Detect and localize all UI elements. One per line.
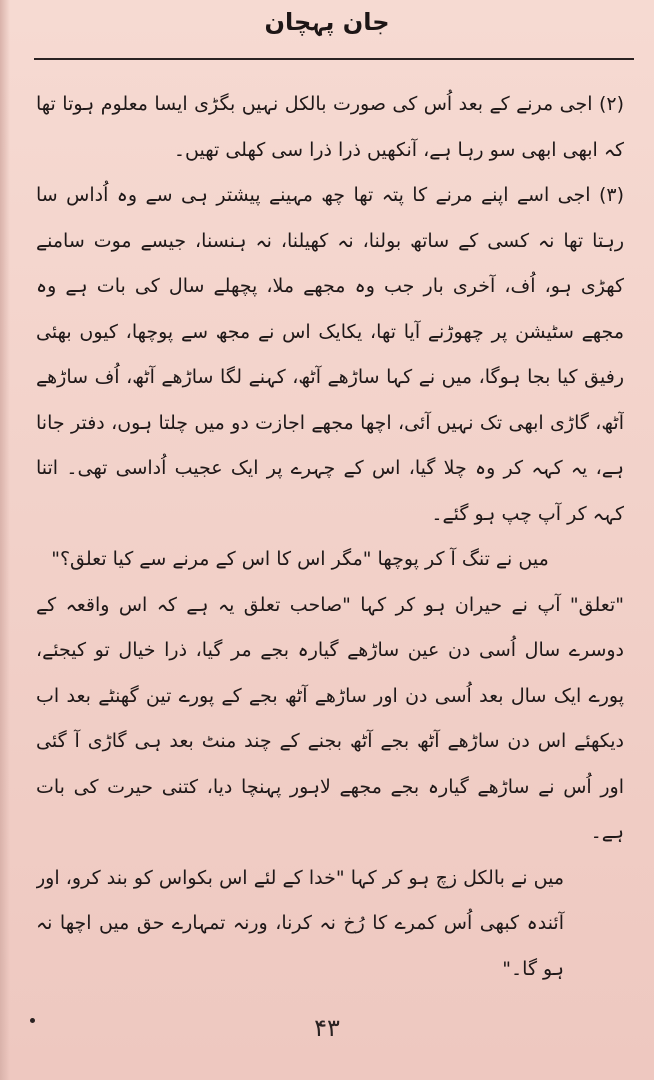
paragraph-question: میں نے تنگ آ کر پوچھا "مگر اس کا اس کے مرنے سے کیا تعلق؟" — [51, 548, 549, 570]
paragraph-relation: "تعلق" آپ نے حیران ہو کر کہا "صاحب تعلق یہ ہے کہ اس واقعہ کے دوسرے سال اُسی دن عین ساڑھے گیارہ بجے مر گیا، ذرا خیال تو کیجئے، پورے ایک سال بعد اُسی دن اور ساڑھے آٹھ بجے کے پورے تین گھنٹے بعد اب دیکھئے اس دن ساڑھے آٹھ بجے آٹھ بجنے کے چند منٹ بعد ہی گاڑی آ گئی اور اُس نے ساڑھے گیارہ بجے مجھے لاہور پہنچا دیا، کتنی حیرت کی بات ہے۔ — [36, 593, 624, 843]
page-gutter-shadow — [0, 0, 10, 1080]
paragraph-closing: میں نے بالکل زچ ہو کر کہا "خدا کے لئے اس بکواس کو بند کرو، اور آئندہ کبھی اُس کمرے کا رُخ نہ کرنا، ورنہ تمہارے حق میں اچھا نہ ہو گا۔" — [36, 866, 564, 980]
page-number: ۴۳ — [314, 1014, 340, 1042]
page-body — [36, 82, 624, 992]
running-header-title: جان پہچان — [264, 8, 390, 36]
paragraph-2: (۲) اجی مرنے کے بعد اُس کی صورت بالکل نہیں بگڑی ایسا معلوم ہوتا تھا کہ ابھی ابھی سو رہا ہے، آنکھیں ذرا ذرا سی کھلی تھیں۔ — [36, 93, 624, 161]
header-divider-line — [34, 58, 634, 60]
paragraph-3: (۳) اجی اسے اپنے مرنے کا پتہ تھا چھ مہینے پیشتر ہی سے وہ اُداس سا رہتا تھا نہ کسی کے ساتھ بولنا، نہ کھیلنا، نہ ہنسنا، جیسے موت سامنے کھڑی ہو، اُف، آخری بار جب وہ مجھے ملا، پچھلے سال کی بات ہے وہ مجھے سٹیشن پر چھوڑنے آیا تھا، یکایک اس نے مجھ سے پوچھا، کیوں بھئی رفیق کیا بجا ہوگا، میں نے کہا ساڑھے آٹھ، کہنے لگا ساڑھے آٹھ، اُف ساڑھے آٹھ، گاڑی ابھی تک نہیں آئی، اچھا مجھے اجازت دو میں چلتا ہوں، دفتر جانا ہے، یہ کہہ کر وہ چلا گیا، اس کے چہرے پر ایک عجیب اُداسی تھی۔ اتنا کہہ کر آپ چپ ہو گئے۔ — [36, 184, 624, 525]
